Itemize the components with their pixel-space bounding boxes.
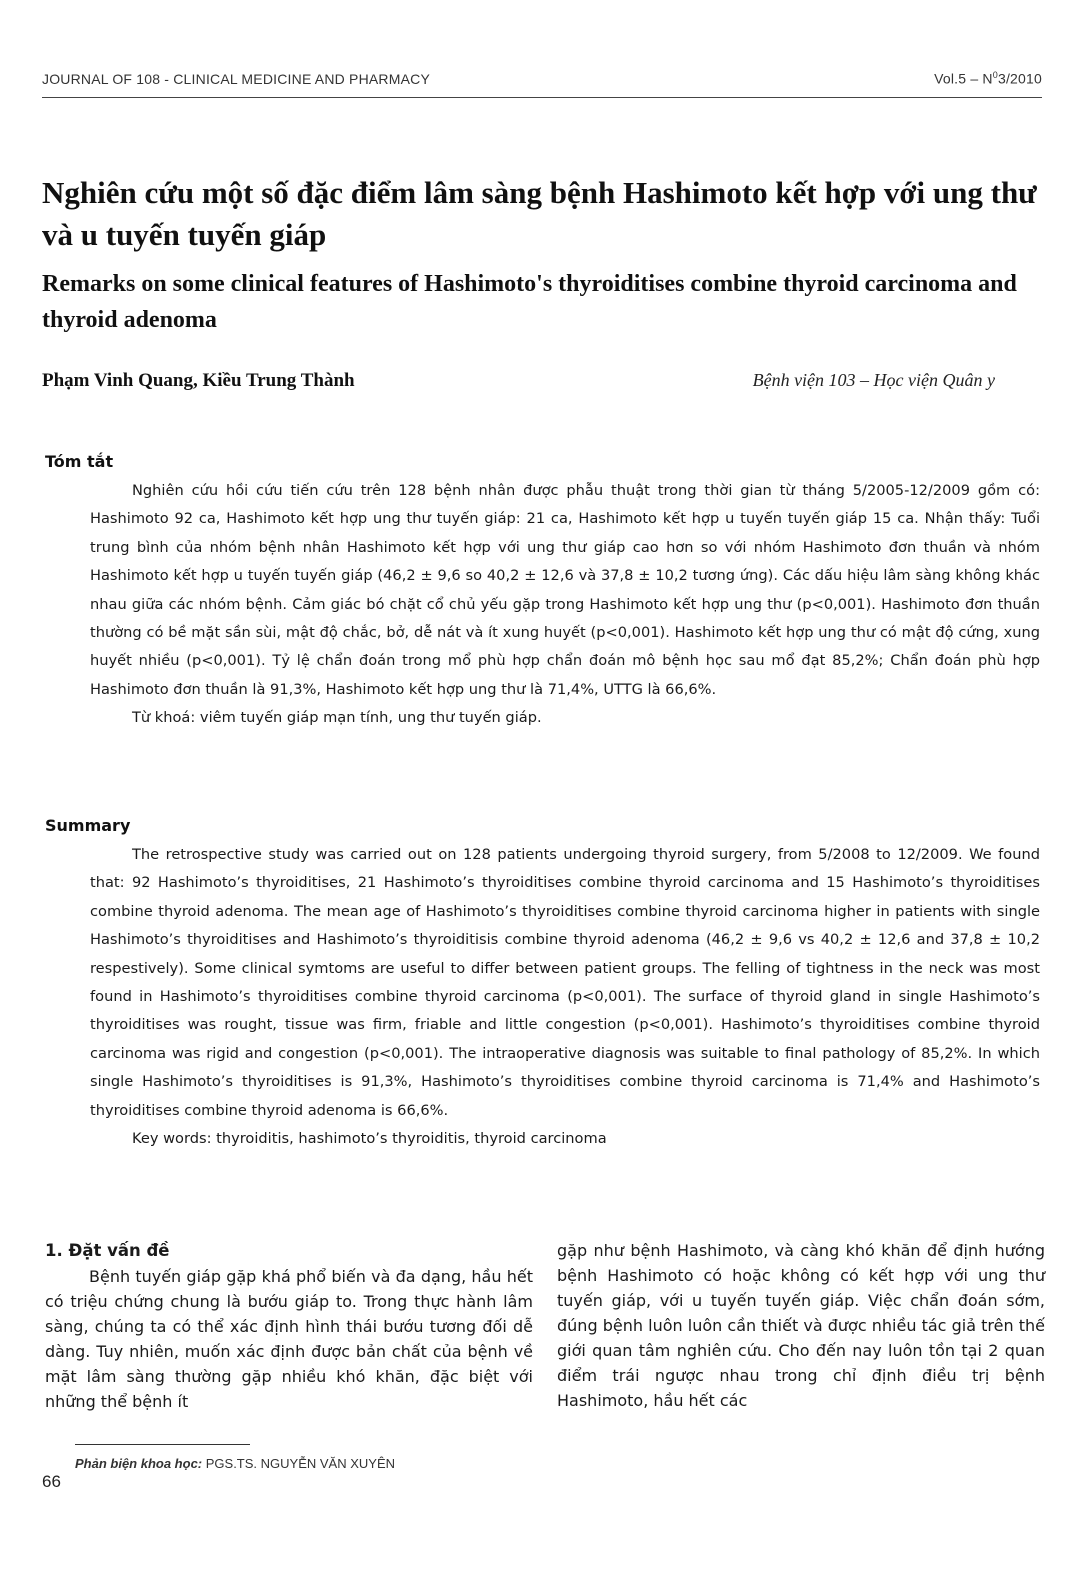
footnote-reviewer: PGS.TS. NGUYỄN VĂN XUYÊN <box>202 1456 395 1471</box>
footnote <box>75 1456 395 1471</box>
body-column-left <box>45 1238 533 1414</box>
volume-prefix: Vol.5 – N <box>934 70 993 87</box>
abstract-vi-body: Nghiên cứu hồi cứu tiến cứu trên 128 bệnh nhân được phẫu thuật trong thời gian từ tháng 5/2005-12/2009 gồm có: Hashimoto 92 ca, Hashimoto kết hợp ung thư tuyến giáp: 21 ca, Hashimoto kết hợp u tuyến tuyến giáp 15 ca. Nhận thấy: Tuổi trung bình của nhóm bệnh nhân Hashimoto kết hợp với ung thư giáp cao hơn so với nhóm Hashimoto đơn thuần và nhóm Hashimoto kết hợp u tuyến tuyến giáp (46,2 ± 9,6 so 40,2 ± 12,6 và 37,8 ± 10,2 tương ứng). Các dấu hiệu lâm sàng không khác nhau giữa các nhóm bệnh. Cảm giác bó chặt cổ chủ yếu gặp trong Hashimoto kết hợp ung thư (p<0,001). Hashimoto đơn thuần thường có bề mặt sần sùi, mật độ chắc, bở, dễ nát và ít xung huyết (p<0,001). Hashimoto kết hợp ung thư có mật độ cứng, xung huyết nhiều (p<0,001). Tỷ lệ chẩn đoán trong mổ phù hợp chẩn đoán mô bệnh học sau mổ đạt 85,2%; Chẩn đoán phù hợp Hashimoto đơn thuần là 91,3%, Hashimoto kết hợp ung thư là 71,4%, UTTG là 66,6%. <box>90 482 1040 698</box>
section-paragraph-left: Bệnh tuyến giáp gặp khá phổ biến và đa dạng, hầu hết có triệu chứng chung là bướu giáp to. Trong thực hành lâm sàng, chúng ta có thể xác định hình thái bướu tương đối dễ dàng. Tuy nhiên, muốn xác định được bản chất của bệnh về mặt lâm sàng thường gặp nhiều khó khăn, đặc biệt với những thể bệnh ít <box>45 1267 533 1411</box>
article-title-en: Remarks on some clinical features of Hashimoto's thyroiditises combine thyroid carcinoma and thyroid adenoma <box>42 271 1017 333</box>
body-column-right <box>557 1238 1045 1413</box>
abstract-vi <box>90 477 1040 733</box>
page-number: 66 <box>42 1472 61 1491</box>
header-rule <box>42 97 1042 98</box>
footnote-label: Phản biện khoa học: <box>75 1456 203 1471</box>
abstract-en-heading: Summary <box>45 816 131 835</box>
affiliation: Bệnh viện 103 – Học viện Quân y <box>752 370 995 390</box>
footnote-rule <box>75 1444 250 1445</box>
authors: Phạm Vinh Quang, Kiều Trung Thành <box>42 370 355 391</box>
section-paragraph-right: gặp như bệnh Hashimoto, và càng khó khăn để định hướng bệnh Hashimoto có hoặc không có kết hợp với ung thư tuyến giáp, với u tuyến tuyến giáp. Việc chẩn đoán sớm, đúng bệnh luôn luôn cần thiết và được nhiều tác giả trên thế giới quan tâm nghiên cứu. Cho đến nay luôn tồn tại 2 quan điểm trái ngược nhau trong chỉ định điều trị bệnh Hashimoto, hầu hết các <box>557 1241 1045 1410</box>
abstract-en-keywords: Key words: thyroiditis, hashimoto’s thyroiditis, thyroid carcinoma <box>132 1130 607 1148</box>
volume-suffix: 3/2010 <box>997 70 1042 87</box>
abstract-en-body: The retrospective study was carried out on 128 patients undergoing thyroid surgery, from 5/2008 to 12/2009. We found that: 92 Hashimoto’s thyroiditises, 21 Hashimoto’s thyroiditises combine thyroid carcinoma and 15 Hashimoto’s thyroiditises combine thyroid adenoma. The mean age of Hashimoto’s thyroiditises combine thyroid carcinoma higher in patients with single Hashimoto’s thyroiditises and Hashimoto’s thyroiditisis combine thyroid adenoma (46,2 ± 9,6 vs 40,2 ± 12,6 and 37,8 ± 10,2 respestively). Some clinical symtoms are useful to differ between patient groups. The felling of tightness in the neck was most found in Hashimoto’s thyroiditises combine thyroid carcinoma (p<0,001). The surface of thyroid gland in single Hashimoto’s thyroiditises was rought, tissue was firm, friable and little congestion (p<0,001). Hashimoto’s thyroiditises combine thyroid carcinoma was rigid and congestion (p<0,001). The intraoperative diagnosis was suitable to final pathology of 85,2%. In which single Hashimoto’s thyroiditises is 91,3%, Hashimoto’s thyroiditises combine thyroid carcinoma is 71,4% and Hashimoto’s thyroiditises combine thyroid adenoma is 66,6%. <box>90 846 1040 1119</box>
running-head <box>42 70 1042 87</box>
journal-name: JOURNAL OF 108 - CLINICAL MEDICINE AND PHARMACY <box>42 70 430 87</box>
article-title-vi: Nghiên cứu một số đặc điểm lâm sàng bệnh Hashimoto kết hợp với ung thư và u tuyến tuyến giáp <box>42 175 1037 252</box>
abstract-vi-heading: Tóm tắt <box>45 452 114 471</box>
abstract-vi-keywords: Từ khoá: viêm tuyến giáp mạn tính, ung thư tuyến giáp. <box>132 709 542 727</box>
abstract-en <box>90 841 1040 1153</box>
volume-issue <box>934 70 1042 87</box>
section-heading: 1. Đặt vấn đề <box>45 1241 170 1260</box>
volume-sup: 0 <box>992 70 998 80</box>
